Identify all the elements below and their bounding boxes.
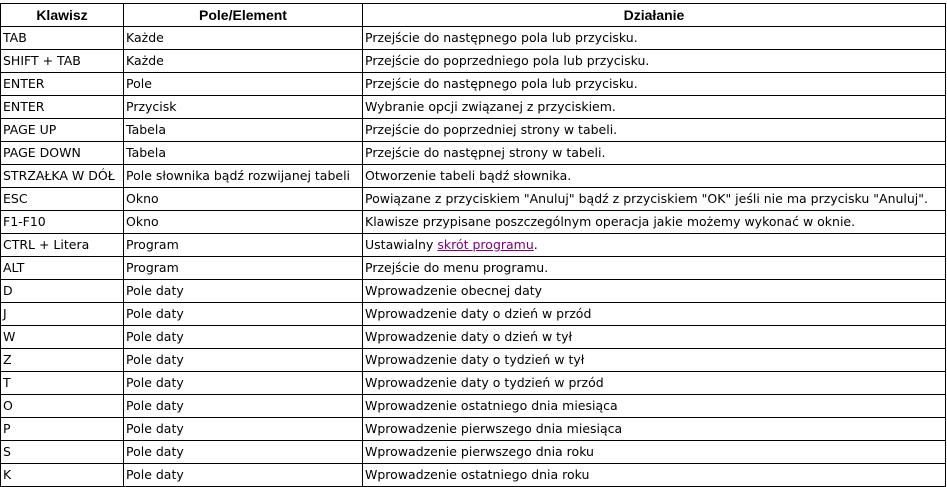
action-cell: Wprowadzenie pierwszego dnia miesiąca <box>363 418 946 441</box>
key-cell: D <box>1 280 124 303</box>
action-cell: Wprowadzenie daty o tydzień w tył <box>363 349 946 372</box>
key-cell: CTRL + Litera <box>1 234 124 257</box>
element-cell: Każde <box>124 50 363 73</box>
table-row <box>1 73 946 96</box>
element-cell: Każde <box>124 27 363 50</box>
table-row <box>1 234 946 257</box>
key-cell: W <box>1 326 124 349</box>
element-cell: Tabela <box>124 142 363 165</box>
key-cell: P <box>1 418 124 441</box>
element-cell: Program <box>124 234 363 257</box>
element-cell: Pole daty <box>124 418 363 441</box>
action-cell: Powiązane z przyciskiem "Anuluj" bądź z przyciskiem "OK" jeśli nie ma przycisku "Anuluj". <box>363 188 946 211</box>
action-text: Ustawialny <box>365 237 438 252</box>
action-cell: Wprowadzenie pierwszego dnia roku <box>363 441 946 464</box>
action-cell: Otworzenie tabeli bądź słownika. <box>363 165 946 188</box>
table-row <box>1 50 946 73</box>
table-row <box>1 142 946 165</box>
action-cell: Wprowadzenie obecnej daty <box>363 280 946 303</box>
key-cell: T <box>1 372 124 395</box>
key-cell: O <box>1 395 124 418</box>
key-cell: SHIFT + TAB <box>1 50 124 73</box>
key-cell: PAGE DOWN <box>1 142 124 165</box>
table-row <box>1 119 946 142</box>
key-cell: PAGE UP <box>1 119 124 142</box>
action-cell: Przejście do menu programu. <box>363 257 946 280</box>
action-cell: Klawisze przypisane poszczególnym operacja jakie możemy wykonać w oknie. <box>363 211 946 234</box>
keyboard-shortcuts-table <box>0 3 946 487</box>
element-cell: Pole daty <box>124 326 363 349</box>
table-row <box>1 441 946 464</box>
table-row <box>1 464 946 487</box>
key-cell: ENTER <box>1 96 124 119</box>
element-cell: Pole daty <box>124 464 363 487</box>
table-row <box>1 372 946 395</box>
action-cell: Przejście do następnej strony w tabeli. <box>363 142 946 165</box>
table-row <box>1 280 946 303</box>
table-row <box>1 349 946 372</box>
key-cell: ESC <box>1 188 124 211</box>
action-cell: Przejście do poprzedniego pola lub przycisku. <box>363 50 946 73</box>
element-cell: Okno <box>124 188 363 211</box>
table-row <box>1 418 946 441</box>
action-cell: Wprowadzenie daty o dzień w przód <box>363 303 946 326</box>
table-row <box>1 257 946 280</box>
action-cell: Wybranie opcji związanej z przyciskiem. <box>363 96 946 119</box>
key-cell: ALT <box>1 257 124 280</box>
header-key: Klawisz <box>1 4 124 27</box>
key-cell: F1-F10 <box>1 211 124 234</box>
element-cell: Pole <box>124 73 363 96</box>
action-cell: Przejście do następnego pola lub przycisku. <box>363 27 946 50</box>
table-row <box>1 211 946 234</box>
table-row <box>1 27 946 50</box>
action-cell <box>363 234 946 257</box>
element-cell: Pole daty <box>124 372 363 395</box>
element-cell: Program <box>124 257 363 280</box>
action-cell: Wprowadzenie ostatniego dnia miesiąca <box>363 395 946 418</box>
key-cell: S <box>1 441 124 464</box>
key-cell: K <box>1 464 124 487</box>
element-cell: Pole daty <box>124 303 363 326</box>
table-row <box>1 188 946 211</box>
header-action: Działanie <box>363 4 946 27</box>
table-row <box>1 96 946 119</box>
table-row <box>1 326 946 349</box>
action-cell: Przejście do poprzedniej strony w tabeli. <box>363 119 946 142</box>
element-cell: Pole daty <box>124 349 363 372</box>
action-cell: Wprowadzenie daty o dzień w tył <box>363 326 946 349</box>
element-cell: Tabela <box>124 119 363 142</box>
element-cell: Pole daty <box>124 395 363 418</box>
action-suffix: . <box>533 237 538 252</box>
key-cell: STRZAŁKA W DÓŁ <box>1 165 124 188</box>
action-cell: Wprowadzenie daty o tydzień w przód <box>363 372 946 395</box>
key-cell: Z <box>1 349 124 372</box>
element-cell: Okno <box>124 211 363 234</box>
action-cell: Wprowadzenie ostatniego dnia roku <box>363 464 946 487</box>
key-cell: TAB <box>1 27 124 50</box>
element-cell: Pole daty <box>124 280 363 303</box>
table-row <box>1 303 946 326</box>
key-cell: J <box>1 303 124 326</box>
table-row <box>1 165 946 188</box>
table-header-row <box>1 4 946 27</box>
element-cell: Przycisk <box>124 96 363 119</box>
action-cell: Przejście do następnego pola lub przycisku. <box>363 73 946 96</box>
table-row <box>1 395 946 418</box>
element-cell: Pole słownika bądź rozwijanej tabeli <box>124 165 363 188</box>
program-shortcut-link[interactable]: skrót programu <box>437 237 534 252</box>
header-element: Pole/Element <box>124 4 363 27</box>
key-cell: ENTER <box>1 73 124 96</box>
element-cell: Pole daty <box>124 441 363 464</box>
